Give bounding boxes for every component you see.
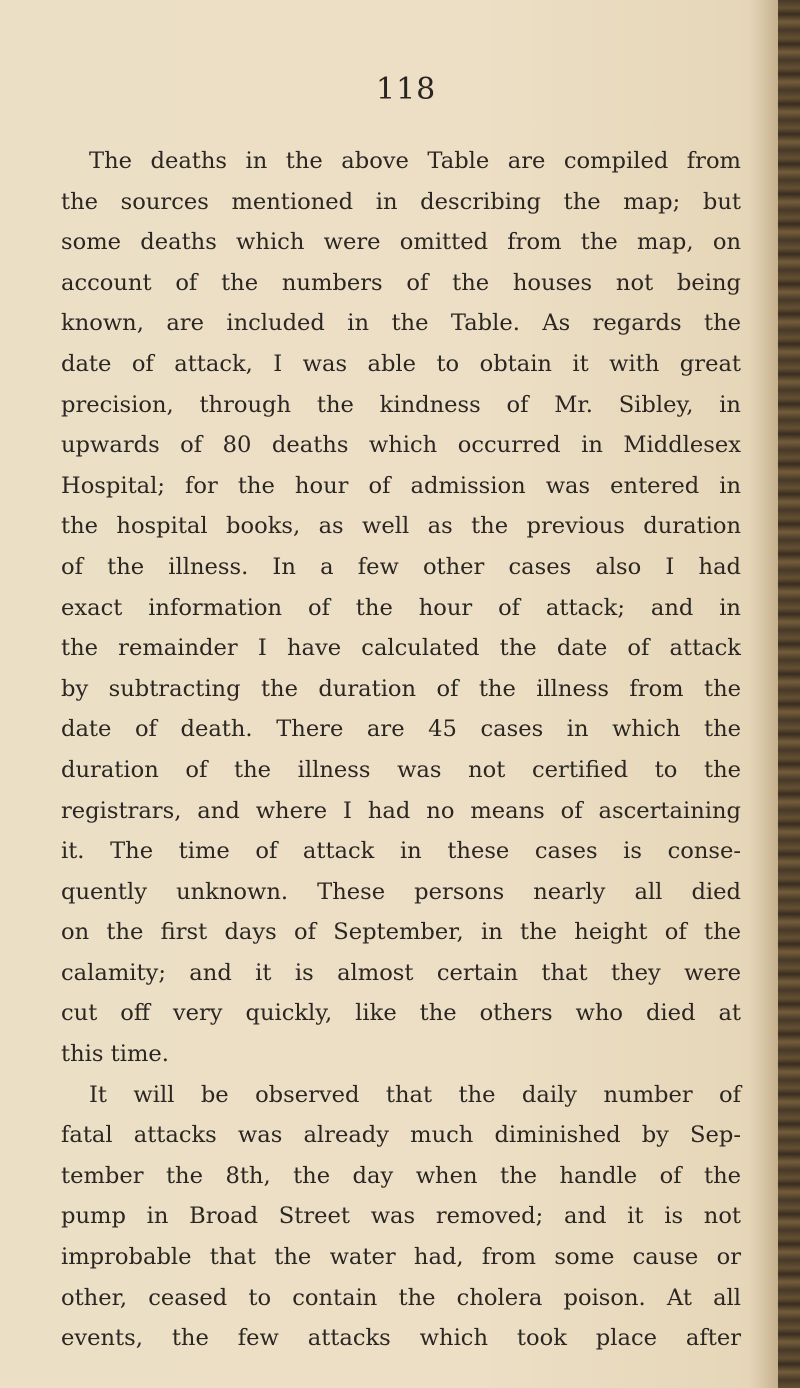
text-line: some deaths which were omitted from the map, on: [61, 229, 741, 256]
text-line: date of attack, I was able to obtain it with great: [61, 350, 741, 377]
text-line: account of the numbers of the houses not being: [61, 269, 741, 296]
text-line: the remainder I have calculated the date of attack: [61, 635, 741, 662]
text-line: registrars, and where I had no means of ascertaining: [61, 797, 741, 824]
text-line: improbable that the water had, from some cause or: [61, 1244, 741, 1271]
text-line: by subtracting the duration of the illness from the: [61, 675, 741, 702]
text-line: the hospital books, as well as the previous duration: [61, 513, 741, 540]
text-line: of the illness. In a few other cases also I had: [61, 553, 741, 580]
text-line: duration of the illness was not certified to the: [61, 756, 741, 783]
text-line: calamity; and it is almost certain that they were: [61, 959, 741, 986]
text-line: It will be observed that the daily number of: [89, 1081, 741, 1108]
text-line: events, the few attacks which took place after: [61, 1325, 741, 1352]
text-line: pump in Broad Street was removed; and it is not: [61, 1203, 741, 1230]
text-line: on the first days of September, in the height of the: [61, 919, 741, 946]
text-line: The deaths in the above Table are compiled from: [89, 148, 741, 174]
text-line: this time.: [61, 1041, 169, 1068]
text-line: other, ceased to contain the cholera poison. At all: [61, 1284, 741, 1311]
binding-shadow: [748, 0, 778, 1388]
text-line: it. The time of attack in these cases is conse-: [61, 838, 741, 865]
text-line: known, are included in the Table. As regards the: [61, 310, 741, 337]
text-line: Hospital; for the hour of admission was entered in: [61, 472, 741, 499]
text-line: upwards of 80 deaths which occurred in Middlesex: [61, 432, 741, 459]
book-binding-edge: [778, 0, 800, 1388]
text-line: the sources mentioned in describing the map; but: [61, 188, 741, 215]
text-line: date of death. There are 45 cases in which the: [61, 716, 741, 743]
text-line: precision, through the kindness of Mr. Sibley, in: [61, 391, 741, 418]
text-line: tember the 8th, the day when the handle of the: [61, 1162, 741, 1189]
body-text: [61, 141, 741, 1359]
text-line: fatal attacks was already much diminished by Sep-: [61, 1122, 741, 1149]
page-number: 118: [376, 72, 437, 107]
text-line: quently unknown. These persons nearly all died: [61, 878, 741, 905]
text-line: cut off very quickly, like the others who died at: [61, 1000, 741, 1027]
text-line: exact information of the hour of attack; and in: [61, 594, 741, 621]
